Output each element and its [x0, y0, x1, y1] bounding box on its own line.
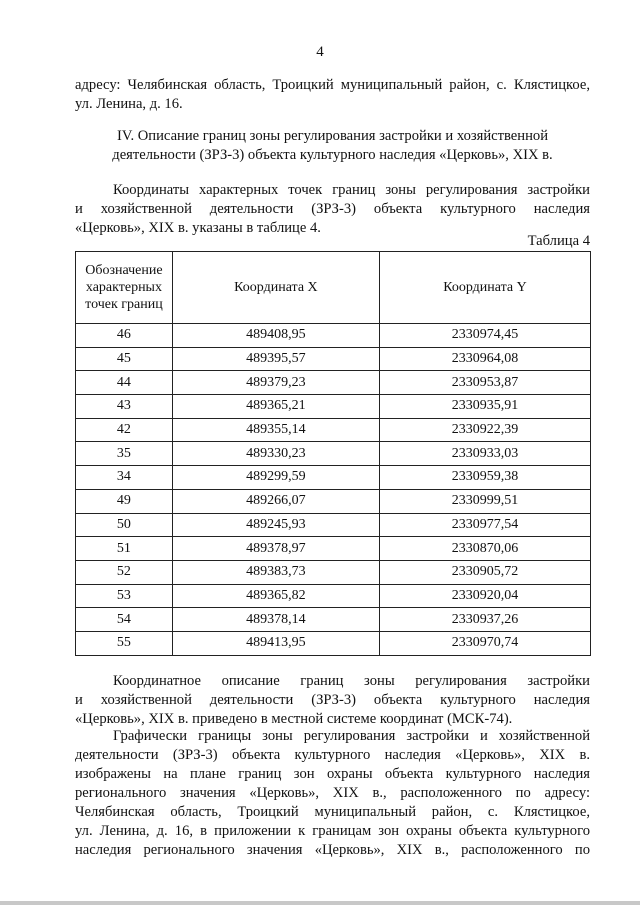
cell-y: 2330922,39 — [379, 418, 590, 442]
text-line: «Церковь», XIX в. указаны в таблице 4. — [75, 220, 321, 236]
text-line: и хозяйственной деятельности (ЗРЗ-3) объекта культурного наследия — [75, 201, 590, 217]
address-continuation — [75, 76, 590, 114]
table-row — [76, 442, 591, 466]
cell-y: 2330970,74 — [379, 631, 590, 655]
coordinates-intro — [75, 181, 590, 238]
header-point-line: точек границ — [85, 297, 163, 312]
cell-x: 489245,93 — [172, 513, 379, 537]
table-row — [76, 395, 591, 419]
cell-y: 2330935,91 — [379, 395, 590, 419]
coordinates-table — [75, 251, 591, 656]
cell-y: 2330977,54 — [379, 513, 590, 537]
table-row — [76, 489, 591, 513]
cell-x: 489395,57 — [172, 347, 379, 371]
text-line: ул. Ленина, д. 16, в приложении к границам зон охраны объекта культурного — [75, 823, 590, 839]
cell-y: 2330920,04 — [379, 584, 590, 608]
cell-point: 49 — [76, 489, 173, 513]
text-line: Челябинская область, Троицкий муниципальный район, с. Клястицкое, — [75, 804, 590, 820]
cell-point: 51 — [76, 537, 173, 561]
cell-x: 489413,95 — [172, 631, 379, 655]
scan-edge — [0, 901, 640, 905]
cell-y: 2330933,03 — [379, 442, 590, 466]
cell-y: 2330937,26 — [379, 608, 590, 632]
page-number: 4 — [316, 44, 324, 60]
text-line: адресу: Челябинская область, Троицкий муниципальный район, с. Клястицкое, — [75, 77, 590, 93]
text-line: деятельности (ЗРЗ-3) объекта культурного наследия «Церковь», XIX в. — [75, 747, 590, 763]
table-row — [76, 371, 591, 395]
table-row — [76, 513, 591, 537]
table-row — [76, 418, 591, 442]
table-header-row — [76, 252, 591, 324]
graphic-description-paragraph — [75, 727, 590, 860]
table-caption: Таблица 4 — [527, 233, 590, 249]
header-point-line: характерных — [85, 280, 162, 295]
table-row — [76, 631, 591, 655]
header-point-line: Обозначение — [85, 263, 163, 278]
cell-y: 2330953,87 — [379, 371, 590, 395]
coordinate-system-paragraph — [75, 672, 590, 729]
text-line: изображены на плане границ зон охраны объекта культурного наследия — [75, 766, 590, 782]
cell-y: 2330974,45 — [379, 324, 590, 348]
cell-x: 489365,82 — [172, 584, 379, 608]
section-heading — [75, 127, 590, 165]
text-line: регионального значения «Церковь», XIX в., расположенного по адресу: — [75, 785, 590, 801]
table-row — [76, 537, 591, 561]
header-coord-x: Координата X — [172, 252, 379, 324]
cell-x: 489355,14 — [172, 418, 379, 442]
cell-y: 2330905,72 — [379, 560, 590, 584]
table-row — [76, 608, 591, 632]
cell-point: 44 — [76, 371, 173, 395]
table-row — [76, 324, 591, 348]
text-line: Координаты характерных точек границ зоны регулирования застройки — [113, 182, 590, 198]
cell-x: 489379,23 — [172, 371, 379, 395]
table-row — [76, 466, 591, 490]
cell-y: 2330870,06 — [379, 537, 590, 561]
cell-point: 54 — [76, 608, 173, 632]
cell-y: 2330964,08 — [379, 347, 590, 371]
cell-y: 2330959,38 — [379, 466, 590, 490]
text-line: Координатное описание границ зоны регулирования застройки — [113, 673, 590, 689]
text-line: наследия регионального значения «Церковь», XIX в., расположенного по — [75, 842, 590, 858]
heading-line: деятельности (ЗРЗ-3) объекта культурного наследия «Церковь», XIX в. — [112, 147, 553, 163]
cell-x: 489330,23 — [172, 442, 379, 466]
text-line: и хозяйственной деятельности (ЗРЗ-3) объекта культурного наследия — [75, 692, 590, 708]
cell-point: 43 — [76, 395, 173, 419]
header-point — [76, 252, 173, 324]
text-line: Графически границы зоны регулирования застройки и хозяйственной — [113, 728, 590, 744]
cell-point: 50 — [76, 513, 173, 537]
text-line: ул. Ленина, д. 16. — [75, 96, 183, 112]
heading-line: IV. Описание границ зоны регулирования застройки и хозяйственной — [116, 128, 549, 144]
cell-y: 2330999,51 — [379, 489, 590, 513]
cell-point: 42 — [76, 418, 173, 442]
cell-x: 489378,97 — [172, 537, 379, 561]
cell-point: 45 — [76, 347, 173, 371]
table-row — [76, 560, 591, 584]
cell-x: 489266,07 — [172, 489, 379, 513]
text-line: «Церковь», XIX в. приведено в местной системе координат (МСК-74). — [75, 711, 513, 727]
cell-point: 52 — [76, 560, 173, 584]
cell-x: 489299,59 — [172, 466, 379, 490]
cell-point: 55 — [76, 631, 173, 655]
cell-x: 489378,14 — [172, 608, 379, 632]
table-row — [76, 347, 591, 371]
cell-point: 35 — [76, 442, 173, 466]
cell-point: 46 — [76, 324, 173, 348]
cell-x: 489383,73 — [172, 560, 379, 584]
table-row — [76, 584, 591, 608]
cell-x: 489365,21 — [172, 395, 379, 419]
cell-point: 53 — [76, 584, 173, 608]
cell-x: 489408,95 — [172, 324, 379, 348]
header-coord-y: Координата Y — [379, 252, 590, 324]
cell-point: 34 — [76, 466, 173, 490]
